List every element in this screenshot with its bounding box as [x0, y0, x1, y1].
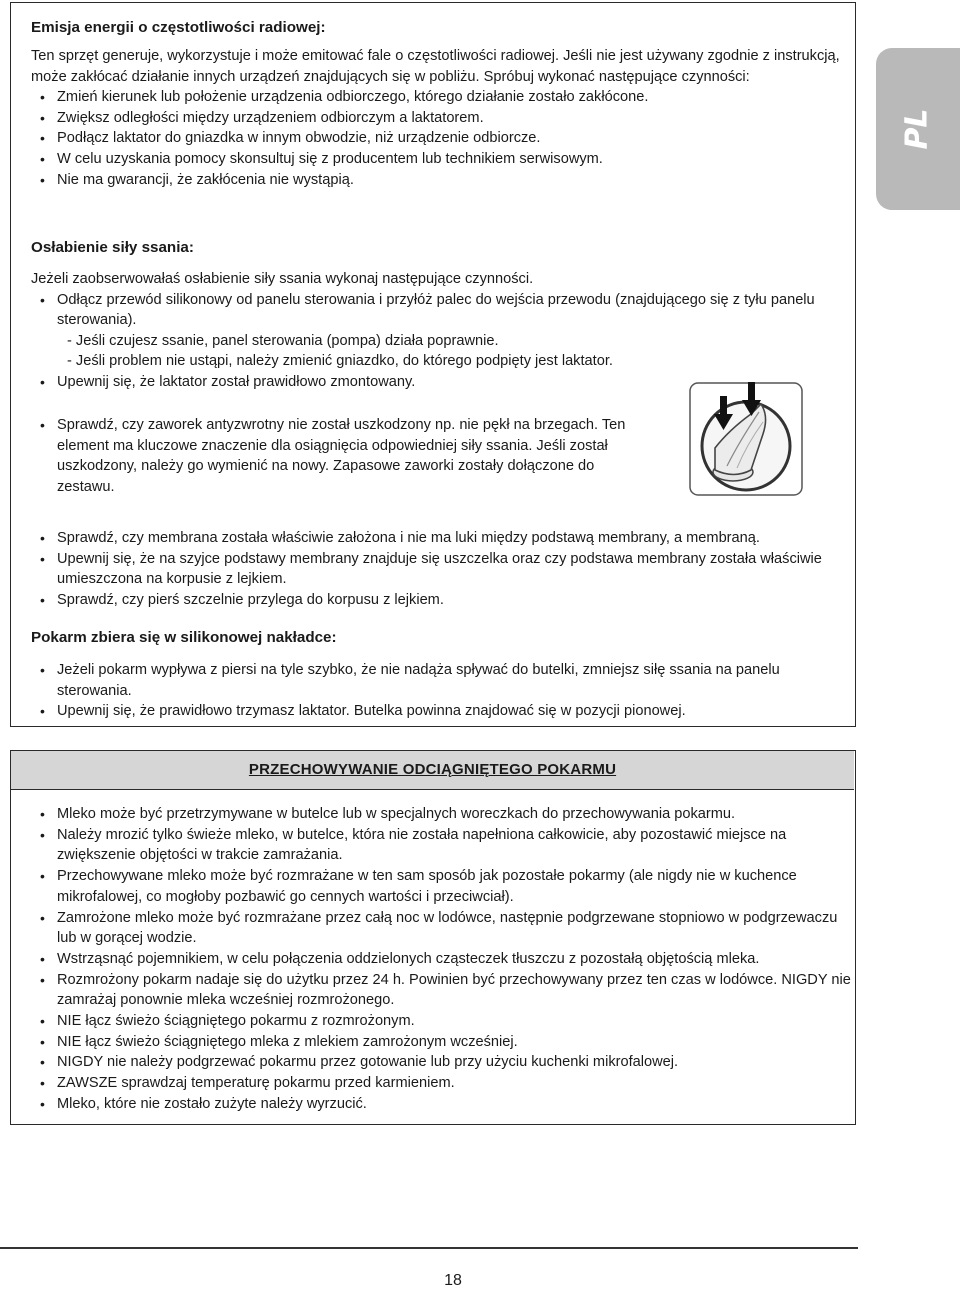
section-suction-intro: Jeżeli zaobserwowałaś osłabienie siły ssania wykonaj następujące czynności. — [31, 271, 534, 287]
troubleshooting-box — [10, 2, 856, 727]
language-tab-label: PL — [899, 108, 935, 150]
list-item: • NIE łącz świeżo ściągniętego pokarmu z rozmrożonym. — [31, 1011, 857, 1032]
list-item: • W celu uzyskania pomocy skonsultuj się z producentem lub technikiem serwisowym. — [31, 149, 857, 170]
membrane-list — [31, 528, 857, 610]
storage-list — [31, 804, 857, 1115]
list-item: • Upewnij się, że laktator został prawidłowo zmontowany. — [31, 372, 857, 393]
storage-header — [11, 751, 854, 790]
language-tab — [876, 48, 960, 210]
page-number: 18 — [444, 1272, 462, 1289]
list-item-text: Odłącz przewód silikonowy od panelu sterowania i przyłóż palec do wejścia przewodu (znajdującego się z tyłu panelu sterowania). — [57, 291, 815, 329]
section-membrane — [31, 528, 857, 610]
list-item: • NIE łącz świeżo ściągniętego mleka z mlekiem zamrożonym wcześniej. — [31, 1032, 857, 1053]
section-food-title: Pokarm zbiera się w silikonowej nakładce: — [31, 629, 337, 646]
list-item: • Podłącz laktator do gniazdka w innym obwodzie, niż urządzenie odbiorcze. — [31, 128, 857, 149]
section-radio-title: Emisja energii o częstotliwości radiowej: — [31, 19, 326, 36]
valve-list — [31, 415, 641, 497]
section-valve — [31, 415, 641, 497]
list-item: • Upewnij się, że prawidłowo trzymasz laktator. Butelka powinna znajdować się w pozycji pionowej. — [31, 701, 857, 722]
footer-divider — [0, 1247, 858, 1249]
list-item: • NIGDY nie należy podgrzewać pokarmu przez gotowanie lub przy użyciu kuchenki mikrofalowej. — [31, 1052, 857, 1073]
section-food — [31, 628, 857, 722]
list-item: • ZAWSZE sprawdzaj temperaturę pokarmu przed karmieniem. — [31, 1073, 857, 1094]
sub-item: - Jeśli problem nie ustąpi, należy zmienić gniazdko, do którego podpięty jest laktator. — [67, 353, 613, 370]
list-item: • Sprawdź, czy pierś szczelnie przylega do korpusu z lejkiem. — [31, 590, 857, 611]
list-item: • Sprawdź, czy membrana została właściwie założona i nie ma luki między podstawą membrany, a membraną. — [31, 528, 857, 549]
list-item: • Jeżeli pokarm wypływa z piersi na tyle szybko, że nie nadąża spływać do butelki, zmniejsz siłę ssania na panelu sterowania. — [31, 660, 857, 701]
list-item: • Zamrożone mleko może być rozmrażane przez całą noc w lodówce, następnie podgrzewane stopniowo w podgrzewaczu lub w gorącej wodzie. — [31, 908, 857, 949]
valve-icon — [689, 382, 803, 496]
section-suction-list — [31, 290, 857, 393]
list-item — [31, 290, 857, 372]
list-item: • Rozmrożony pokarm nadaje się do użytku przez 24 h. Powinien być przechowywany przez ten czas w lodówce. NIGDY nie zamrażaj ponownie mleka wcześniej rozmrożonego. — [31, 970, 857, 1011]
list-item: • Należy mrozić tylko świeże mleko, w butelce, która nie została napełniona całkowicie, aby pozostawić miejsce na zwiększenie objętości w trakcie zamrażania. — [31, 825, 857, 866]
storage-box — [10, 750, 856, 1125]
section-suction-title: Osłabienie siły ssania: — [31, 239, 194, 256]
sub-item: - Jeśli czujesz ssanie, panel sterowania (pompa) działa poprawnie. — [67, 332, 499, 349]
list-item: • Zwiększ odległości między urządzeniem odbiorczym a laktatorem. — [31, 108, 857, 129]
valve-illustration — [689, 382, 803, 496]
section-food-list — [31, 660, 857, 722]
list-item: • Nie ma gwarancji, że zakłócenia nie wystąpią. — [31, 170, 857, 191]
section-suction — [31, 238, 857, 393]
section-radio-intro: Ten sprzęt generuje, wykorzystuje i może emitować fale o częstotliwości radiowej. Jeśli nie jest używany zgodnie z instrukcją, może zakłócać działanie innych urządzeń znajdujących się w pobliżu. Spróbuj wykonać następujące czynności: — [31, 48, 840, 85]
list-item: • Wstrząsnąć pojemnikiem, w celu połączenia oddzielonych cząsteczek tłuszczu z pozostałą objętością mleka. — [31, 949, 857, 970]
list-item: • Mleko może być przetrzymywane w butelce lub w specjalnych woreczkach do przechowywania pokarmu. — [31, 804, 857, 825]
list-item: • Sprawdź, czy zaworek antyzwrotny nie został uszkodzony np. nie pękł na brzegach. Ten element ma kluczowe znaczenie dla osiągnięcia odpowiedniej siły ssania. Jeśli został uszkodzony, należy go wymienić na nowy. Zapasowe zaworki zostały dołączone do zestawu. — [31, 415, 641, 497]
section-radio — [31, 18, 857, 190]
list-item: • Zmień kierunek lub położenie urządzenia odbiorczego, którego działanie zostało zakłócone. — [31, 87, 857, 108]
list-item: • Przechowywane mleko może być rozmrażane w ten sam sposób jak pozostałe pokarmy (ale nigdy nie w kuchence mikrofalowej, co mogłoby pozbawić go cennych wartości i przeciwciał). — [31, 866, 857, 907]
storage-title: PRZECHOWYWANIE ODCIĄGNIĘTEGO POKARMU — [248, 760, 617, 778]
list-item: • Upewnij się, że na szyjce podstawy membrany znajduje się uszczelka oraz czy podstawa membrany została właściwie umieszczona na korpusie z lejkiem. — [31, 549, 857, 590]
list-item: • Mleko, które nie zostało zużyte należy wyrzucić. — [31, 1094, 857, 1115]
section-radio-list — [31, 87, 857, 190]
section-storage — [31, 804, 857, 1115]
